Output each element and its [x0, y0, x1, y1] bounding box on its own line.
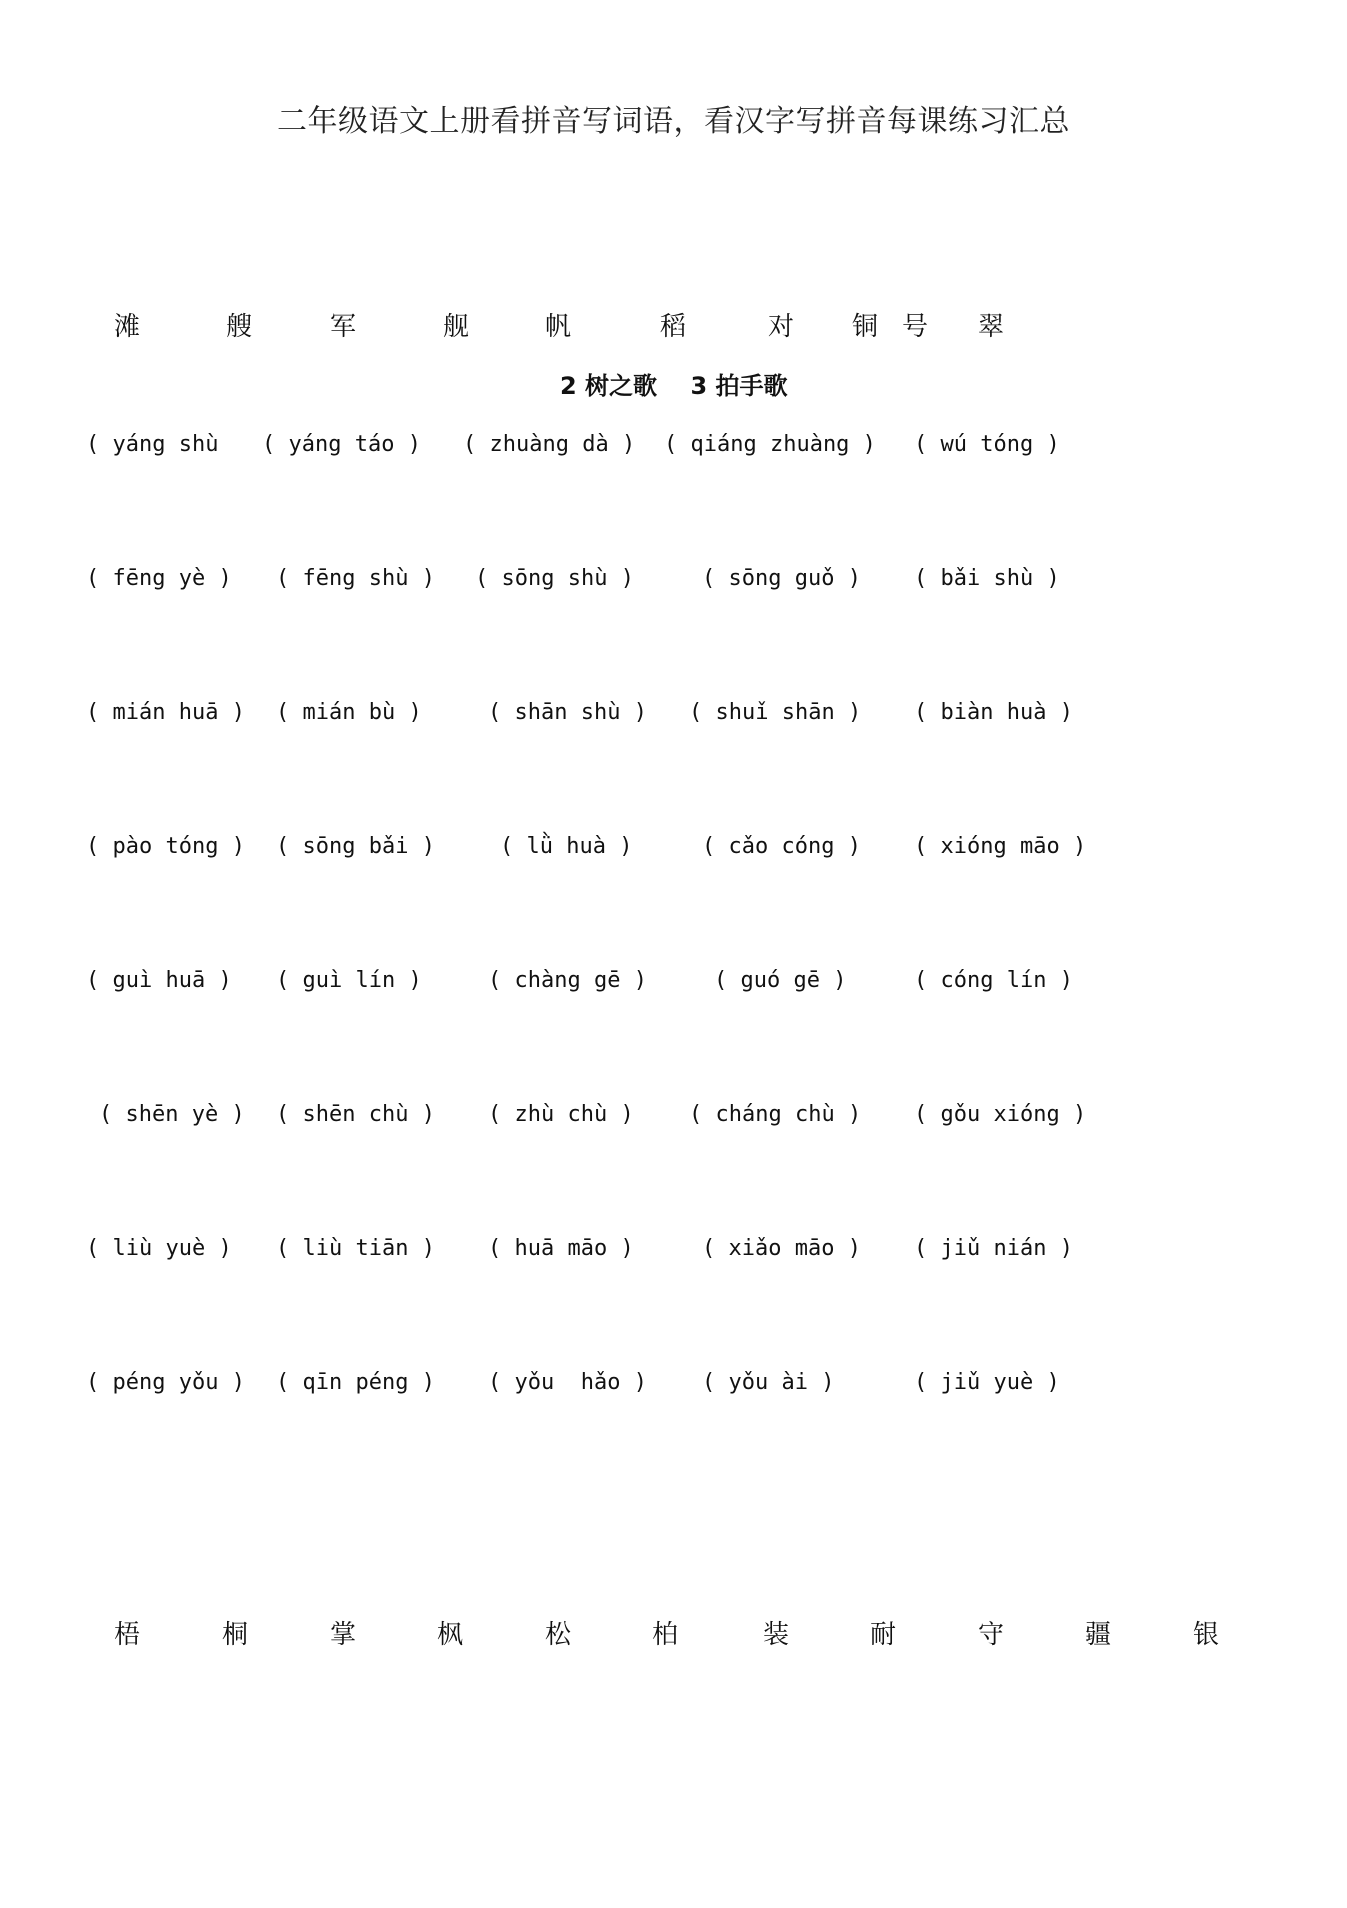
character: 掌	[330, 1620, 357, 1650]
pinyin-word: ( yǒu ài )	[702, 1370, 835, 1395]
pinyin-word: ( péng yǒu )	[86, 1370, 245, 1395]
character: 耐	[870, 1620, 897, 1650]
pinyin-word: ( jiǔ nián )	[914, 1236, 1073, 1261]
pinyin-word: ( shuǐ shān )	[689, 700, 862, 725]
pinyin-word: ( wú tóng )	[914, 432, 1060, 457]
pinyin-word: ( huā māo )	[488, 1236, 634, 1261]
pinyin-word: ( qiáng zhuàng )	[664, 432, 876, 457]
character: 舰	[443, 312, 470, 342]
character: 铜	[852, 312, 879, 342]
pinyin-row	[0, 1236, 1347, 1272]
top-character-row	[0, 306, 1347, 346]
character: 疆	[1085, 1620, 1112, 1650]
pinyin-word: ( pào tóng )	[86, 834, 245, 859]
pinyin-word: ( biàn huà )	[914, 700, 1073, 725]
character: 枫	[437, 1620, 464, 1650]
character: 柏	[652, 1620, 679, 1650]
pinyin-word: ( xióng māo )	[914, 834, 1087, 859]
pinyin-word: ( gǒu xióng )	[914, 1102, 1087, 1127]
character: 装	[763, 1620, 790, 1650]
pinyin-word: ( guì lín )	[276, 968, 422, 993]
pinyin-word: ( jiǔ yuè )	[914, 1370, 1060, 1395]
pinyin-word: ( liù yuè )	[86, 1236, 232, 1261]
pinyin-word: ( guó gē )	[714, 968, 847, 993]
pinyin-word: ( shān shù )	[488, 700, 647, 725]
pinyin-word: ( xiǎo māo )	[702, 1236, 861, 1261]
pinyin-word: ( sōng shù )	[475, 566, 634, 591]
pinyin-word: ( zhuàng dà )	[463, 432, 636, 457]
character: 梧	[114, 1620, 141, 1650]
pinyin-word: ( mián huā )	[86, 700, 245, 725]
pinyin-word: ( fēng yè )	[86, 566, 232, 591]
character: 松	[545, 1620, 572, 1650]
pinyin-word: ( yǒu hǎo )	[488, 1370, 647, 1395]
pinyin-word: ( shēn yè )	[99, 1102, 245, 1127]
pinyin-word: ( fēng shù )	[276, 566, 435, 591]
pinyin-row	[0, 700, 1347, 736]
pinyin-row	[0, 432, 1347, 468]
pinyin-word: ( bǎi shù )	[914, 566, 1060, 591]
bottom-character-row	[0, 1614, 1347, 1654]
pinyin-row	[0, 566, 1347, 602]
pinyin-word: ( mián bù )	[276, 700, 422, 725]
pinyin-word: ( zhù chù )	[488, 1102, 634, 1127]
character: 对	[768, 312, 795, 342]
character: 守	[978, 1620, 1005, 1650]
pinyin-row	[0, 1370, 1347, 1406]
pinyin-word: ( cóng lín )	[914, 968, 1073, 993]
pinyin-row	[0, 968, 1347, 1004]
character: 翠	[978, 312, 1005, 342]
pinyin-word: ( qīn péng )	[276, 1370, 435, 1395]
pinyin-word: ( cháng chù )	[689, 1102, 862, 1127]
page-title: 二年级语文上册看拼音写词语，看汉字写拼音每课练习汇总	[277, 104, 1070, 139]
pinyin-word: ( yáng shù	[86, 432, 219, 457]
character: 银	[1193, 1620, 1220, 1650]
pinyin-word: ( liù tiān )	[276, 1236, 435, 1261]
pinyin-word: ( sōng bǎi )	[276, 834, 435, 859]
character: 号	[902, 312, 929, 342]
lesson-heading: 2 树之歌 3 拍手歌	[560, 372, 788, 400]
pinyin-word: ( guì huā )	[86, 968, 232, 993]
character: 滩	[114, 312, 141, 342]
pinyin-word: ( lǜ huà )	[500, 834, 633, 859]
pinyin-row	[0, 834, 1347, 870]
character: 艘	[226, 312, 253, 342]
pinyin-word: ( shēn chù )	[276, 1102, 435, 1127]
character: 军	[330, 312, 357, 342]
character: 帆	[545, 312, 572, 342]
pinyin-word: ( yáng táo )	[262, 432, 421, 457]
character: 桐	[222, 1620, 249, 1650]
pinyin-word: ( sōng guǒ )	[702, 566, 861, 591]
pinyin-row	[0, 1102, 1347, 1138]
pinyin-word: ( cǎo cóng )	[702, 834, 861, 859]
character: 稻	[660, 312, 687, 342]
pinyin-word: ( chàng gē )	[488, 968, 647, 993]
